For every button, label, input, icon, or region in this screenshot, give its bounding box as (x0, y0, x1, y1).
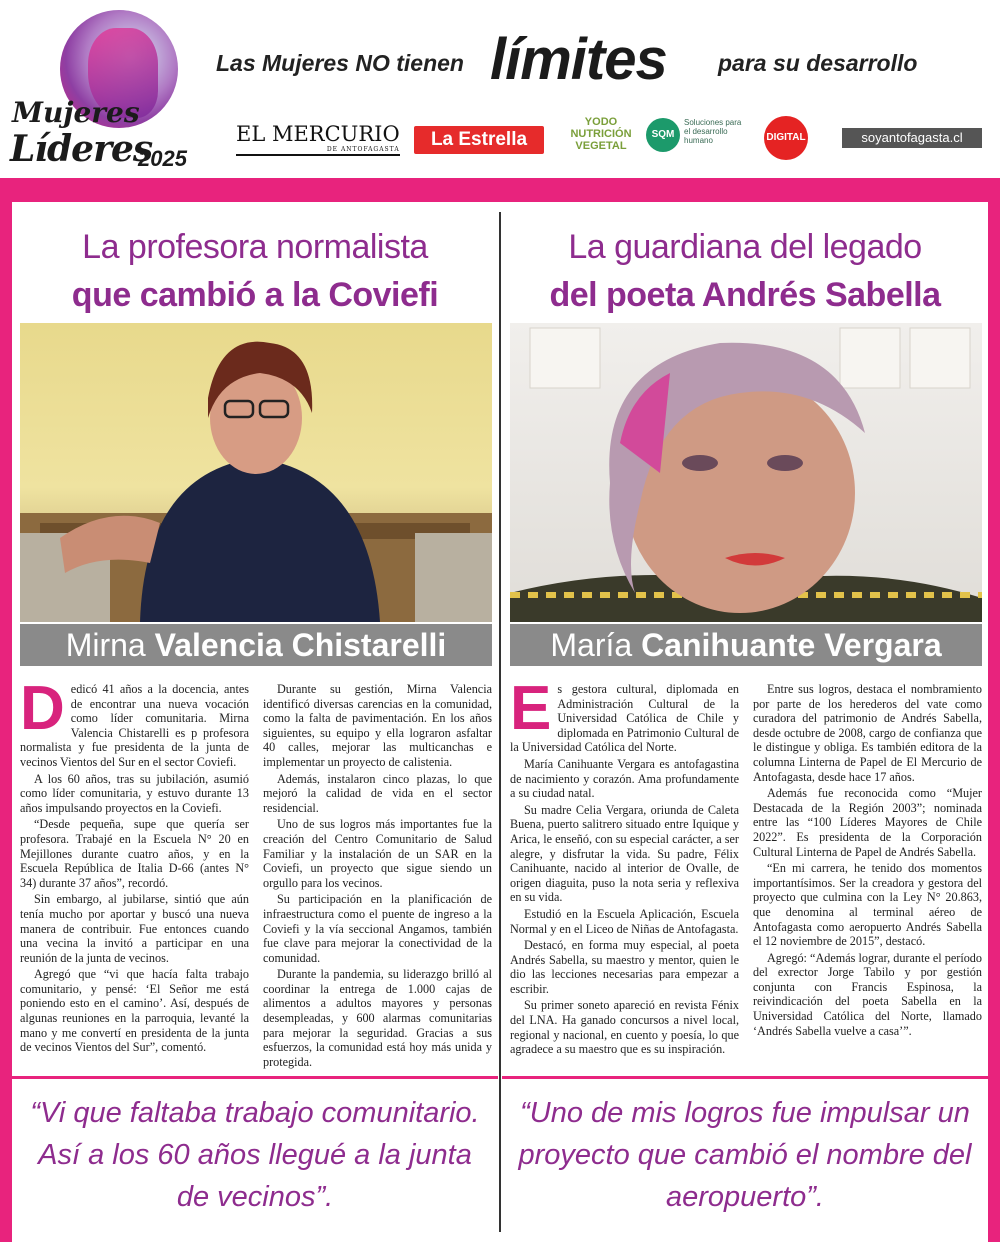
right-title-line2: del poeta Andrés Sabella (549, 276, 941, 314)
mirna-photo (20, 323, 492, 622)
left-paragraph-1: Dedicó 41 años a la docencia, antes de encontrar una nueva vocación como líder comunitaria. Mirna Valencia Chistarelli es p profesora normalista y fue presidenta de la junta de vecinos Vientos del Sur en el sector Coviefi. (20, 674, 249, 769)
maria-photo (510, 323, 982, 622)
right-quote-rule (502, 1076, 988, 1079)
left-article-body (20, 674, 492, 1082)
right-pull-quote: “Uno de mis logros fue impulsar un proyecto que cambió el nombre del aeropuerto”. (518, 1097, 972, 1213)
content-area (12, 202, 988, 1242)
sqm-logo: SQM (646, 118, 680, 152)
left-quote-rule (12, 1076, 498, 1079)
sponsor-logos (236, 116, 986, 166)
page-header (0, 0, 1000, 178)
tagline-part2: límites (490, 27, 667, 92)
right-name-last: Canihuante Vergara (641, 627, 942, 663)
right-dropcap: E (510, 674, 552, 743)
left-paragraph: Sin embargo, al jubilarse, sintió que aún tenía mucho por aportar y buscó una nueva manera de contribuir. Fue entonces cuando una vecina la invitó a participar en una reunión de la junta de vecinos. (20, 892, 249, 965)
tagline-part1: Las Mujeres NO tienen (216, 50, 464, 76)
left-title-line1: La profesora normalista (82, 228, 428, 266)
right-paragraph: Destacó, en forma muy especial, al poeta Andrés Sabella, su maestro y mentor, quien le dio las lecciones necesarias para empezar a escribir. (510, 938, 739, 996)
digital-fm-logo: DIGITAL (764, 116, 808, 160)
left-name-bar (20, 624, 492, 666)
soyantofagasta-logo: soyantofagasta.cl (842, 128, 982, 148)
mujeres-lideres-logo (8, 6, 208, 171)
tagline-part3: para su desarrollo (718, 50, 918, 76)
tagline (216, 26, 986, 96)
profile-left (12, 202, 498, 1242)
right-article-body (510, 674, 982, 1082)
left-name-last: Valencia Chistarelli (154, 627, 447, 663)
left-paragraph: A los 60 años, tras su jubilación, asumió como líder comunitaria, y estuvo durante 13 años impulsando proyectos en la Coviefi. (20, 771, 249, 815)
right-name-bar (510, 624, 982, 666)
left-paragraph: Además, instalaron cinco plazas, lo que mejoró la calidad de vida en el sector residencial. (263, 771, 492, 815)
left-paragraph: Durante su gestión, Mirna Valencia identificó diversas carencias en la comunidad, como la falta de pavimentación. En los años siguientes, su equipo y ella lograron asfaltar 40 calles, mejorar las multicanchas e implementar un proyecto de calistenia. (263, 682, 492, 769)
right-paragraph-1: Es gestora cultural, diplomada en Administración Cultural de la Universidad Católica de Chile y diplomada en Patrimonio Cultural de la Universidad Católica del Norte. (510, 674, 739, 755)
right-paragraph: Además fue reconocida como “Mujer Destacada de la Región 2003”; nominada entre las “100 Líderes Mayores de Chile 2022”. Es presidenta de la Corporación Cultural Linterna de Papel de Andrés Sabella. (753, 786, 982, 859)
right-paragraph: Su primer soneto apareció en revista Fénix del LNA. Ha ganado concursos a nivel local, regional y nacional, en cuento y poesía, lo que agradece a su maestro que es su inspiración. (510, 998, 739, 1057)
el-mercurio-logo: EL MERCURIO DE ANTOFAGASTA (236, 122, 400, 156)
left-pull-quote: “Vi que faltaba trabajo comunitario. Así a los 60 años llegué a la junta de vecinos”. (30, 1097, 480, 1213)
right-paragraph: Agregó: “Además lograr, durante el período del exrector Jorge Tabilo y por gestión conjunta con Francis Espinosa, la reivindicación del poeta Sabella en la Universidad Católica del Norte, llamado ‘Andrés Sabella vuelve a casa’”. (753, 950, 982, 1038)
logo-line1: Mujeres (12, 96, 140, 129)
pink-frame (0, 178, 1000, 1242)
logo-year: 2025 (138, 146, 187, 171)
right-paragraph: María Canihuante Vergara es antofagastina de nacimiento y corazón. Ama profundamente a su ciudad natal. (510, 756, 739, 801)
yodo-logo: YODO NUTRICIÓN VEGETAL (570, 116, 632, 152)
left-name-first: Mirna (65, 627, 155, 663)
left-paragraph: “Desde pequeña, supe que quería ser profesora. Trabajé en la Escuela N° 20 en Mejillones durante cuatro años, y en la Escuela República de Italia D-66 (antes N° 34) durante 37 años”, recordó. (20, 817, 249, 890)
right-paragraph: Estudió en la Escuela Aplicación, Escuela Normal y en el Liceo de Niñas de Antofagasta. (510, 906, 739, 936)
logo-line2: Líderes (10, 128, 153, 170)
right-name-first: María (550, 627, 642, 663)
left-dropcap: D (20, 674, 65, 743)
right-paragraph: Su madre Celia Vergara, oriunda de Caleta Buena, puerto salitrero situado entre Iquique y Arica, le enseñó, con su especial carácter, a ser alegre, y disfrutar la vida. Su padre, Félix Canihuante, nacido al interior de Ovalle, de origen diaguita, puso la nota seria y reflexiva en su vida. (510, 802, 739, 905)
left-paragraph: Agregó que “vi que hacía falta trabajo comunitario, y pensé: ‘El Señor me está poniendo esto en el camino’. Así, después de algunas reuniones en la parroquia, levanté la mano y me convertí en presidenta de la junta de vecinos Vientos del Sur”, comentó. (20, 967, 249, 1055)
right-paragraph: Entre sus logros, destaca el nombramiento por parte de los herederos del vate como curadora del patrimonio de Andrés Sabella, desde octubre de 2008, cargo de confianza que le distingue y obliga. Es también editora de la columna Linterna de Papel de El Mercurio de Antofagasta, desde hace 17 años. (753, 682, 982, 784)
la-estrella-logo: La Estrella (414, 126, 544, 154)
left-paragraph: Uno de sus logros más importantes fue la creación del Centro Comunitario de Salud Familiar y la instalación de un SAR en la Coviefi, un proyecto que sigue siendo un orgullo para los vecinos. (263, 817, 492, 890)
profile-right (502, 202, 988, 1242)
left-title-line2: que cambió a la Coviefi (71, 276, 439, 314)
right-paragraph: “En mi carrera, he tenido dos momentos importantísimos. Ser la creadora y gestora del proyecto que culmina con la Ley N° 20.863, que denomina al terminal aéreo de Antofagasta como aeropuerto Andrés Sabella el 12 noviembre de 2015”, destacó. (753, 861, 982, 949)
sqm-slogan: Soluciones para el desarrollo humano (684, 118, 742, 145)
column-divider (499, 212, 501, 1232)
left-paragraph: Durante la pandemia, su liderazgo brilló al coordinar la entrega de 1.000 cajas de alimentos a adultos mayores y personas desempleadas, y 600 alarmas comunitarias para mejorar la seguridad. Gracias a sus esfuerzos, la comunidad está hoy más unida y protegida. (263, 967, 492, 1069)
left-paragraph: Su participación en la planificación de infraestructura como el puente de ingreso a la Coviefi y la vía seccional Angamos, también fue clave para mejorar la conectividad de la comunidad. (263, 892, 492, 965)
right-title-line1: La guardiana del legado (568, 228, 922, 266)
